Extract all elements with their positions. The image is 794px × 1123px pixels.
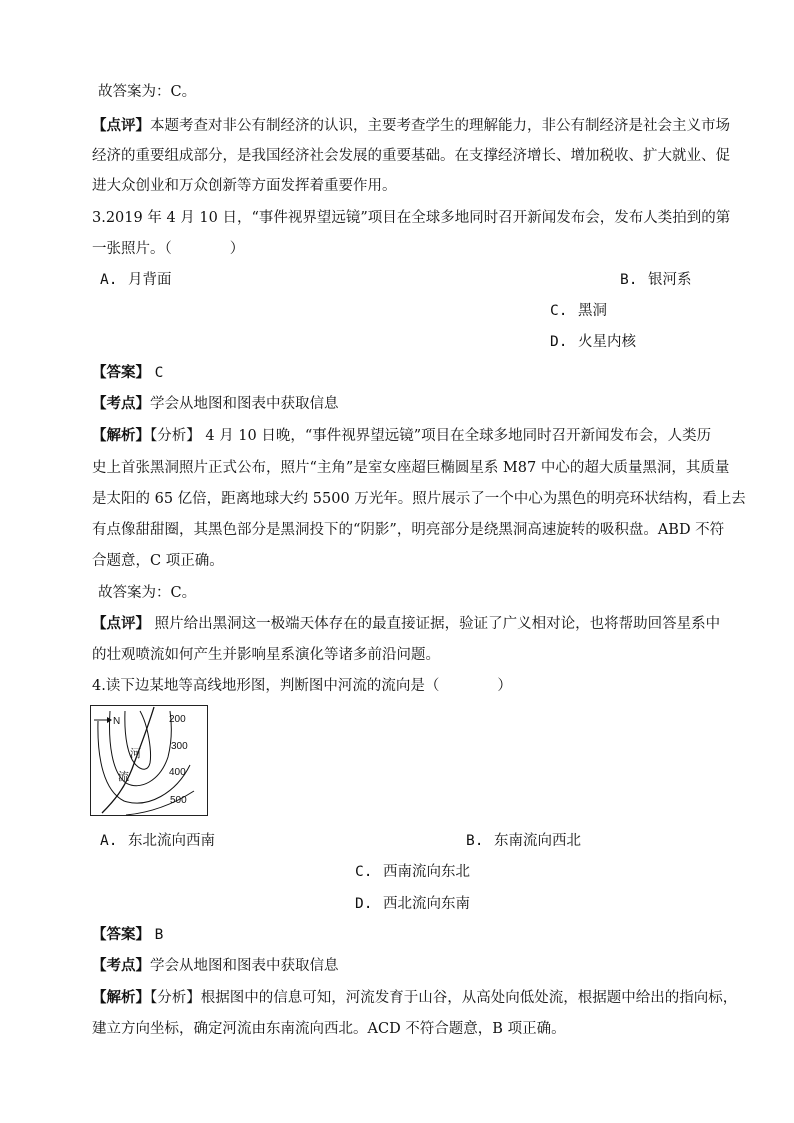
q3-analysis-line-2: 史上首张黑洞照片正式公布，照片“主角”是室女座超巨椭圆星系 M87 中心的超大质量黑洞，其质量 [92,460,730,476]
comment-tag: 【点评】 [92,117,150,134]
option-text: 西南流向东北 [383,864,470,880]
q3-option-d[interactable] [550,332,636,352]
comment-line-3: 进大众创业和万众创新等方面发挥着重要作用。 [92,178,397,194]
q3-option-a[interactable] [100,270,172,290]
jiexi-tag: 【解析】 [92,989,150,1006]
kaodian-tag: 【考点】 [92,395,150,412]
analysis-text: 4 月 10 日晚，“事件视界望远镜”项目在全球多地同时召开新闻发布会，人类历 [205,428,712,444]
q4-stem: 4.读下边某地等高线地形图，判断图中河流的流向是（ ） [92,678,512,694]
q3-final-answer: 故答案为：C。 [98,585,197,601]
q3-stem-line-1: 3.2019 年 4 月 10 日，“事件视界望远镜”项目在全球多地同时召开新闻发布会，发布人类拍到的第 [92,210,731,226]
fenxi-tag: 【分析】 [150,990,201,1006]
q4-option-b[interactable] [466,831,581,851]
comment-text: 照片给出黑洞这一极端天体存在的最直接证据，验证了广义相对论，也将帮助回答星系中 [154,616,721,632]
option-letter: A. [100,272,118,288]
q3-analysis-line-5: 合题意，C 项正确。 [92,553,224,569]
jiexi-tag: 【解析】 [92,427,150,444]
option-text: 火星内核 [578,334,636,350]
option-letter: C. [550,303,568,319]
contour-label-200: 200 [169,714,186,725]
option-text: 银河系 [648,272,692,288]
q4-analysis-line-2: 建立方向坐标，确定河流由东南流向西北。ACD 不符合题意，B 项正确。 [92,1021,566,1037]
contour-map [90,705,208,816]
q4-answer [92,925,163,945]
q3-comment-line-2: 的壮观喷流如何产生并影响星系演化等诸多前沿问题。 [92,647,440,663]
q3-option-b[interactable] [620,270,692,290]
q3-analysis-line-1 [92,426,711,446]
option-text: 月背面 [128,272,172,288]
answer-value: C [154,365,164,381]
river-label-1: 河 [130,747,141,760]
kaodian-text: 学会从地图和图表中获取信息 [150,958,339,974]
answer-tag: 【答案】 [92,364,150,381]
option-letter: D. [355,896,373,912]
q4-analysis-line-1 [92,988,737,1008]
option-text: 东南流向西北 [494,833,581,849]
q4-option-a[interactable] [100,831,215,851]
kaodian-text: 学会从地图和图表中获取信息 [150,396,339,412]
option-letter: C. [355,864,373,880]
contour-label-300: 300 [171,741,188,752]
comment-tag: 【点评】 [92,615,150,632]
answer-line: 故答案为：C。 [98,84,197,100]
option-letter: A. [100,833,118,849]
analysis-text: 根据图中的信息可知，河流发育于山谷，从高处向低处流，根据题中给出的指向标， [200,990,738,1006]
option-text: 黑洞 [578,303,607,319]
answer-tag: 【答案】 [92,926,150,943]
fenxi-tag: 【分析】 [150,428,201,444]
q4-option-d[interactable] [355,894,470,914]
river-label-2: 流 [118,770,129,783]
north-label: N [113,716,121,727]
q3-option-c[interactable] [550,301,607,321]
option-letter: D. [550,334,568,350]
q3-analysis-line-4: 有点像甜甜圈，其黑色部分是黑洞投下的“阴影”，明亮部分是绕黑洞高速旋转的吸积盘。ABD 不符 [92,522,725,538]
q3-answer [92,363,163,383]
option-text: 西北流向东南 [383,896,470,912]
contour-label-400: 400 [169,767,186,778]
option-letter: B. [620,272,638,288]
q3-analysis-line-3: 是太阳的 65 亿倍，距离地球大约 5500 万光年。照片展示了一个中心为黑色的明亮环状结构，看上去 [92,491,746,507]
option-text: 东北流向西南 [128,833,215,849]
contour-label-500: 500 [170,795,187,806]
q4-kaodian [92,956,339,976]
comment-line-1 [92,116,730,136]
comment-line-2: 经济的重要组成部分，是我国经济社会发展的重要基础。在支撑经济增长、增加税收、扩大就业、促 [92,148,730,164]
kaodian-tag: 【考点】 [92,957,150,974]
answer-value: B [154,927,164,943]
q4-option-c[interactable] [355,862,470,882]
q3-kaodian [92,394,339,414]
q3-comment-line-1 [92,614,720,634]
q3-stem-line-2: 一张照片。（ ） [92,241,245,257]
option-letter: B. [466,833,484,849]
comment-text: 本题考查对非公有制经济的认识，主要考查学生的理解能力，非公有制经济是社会主义市场 [150,118,730,134]
